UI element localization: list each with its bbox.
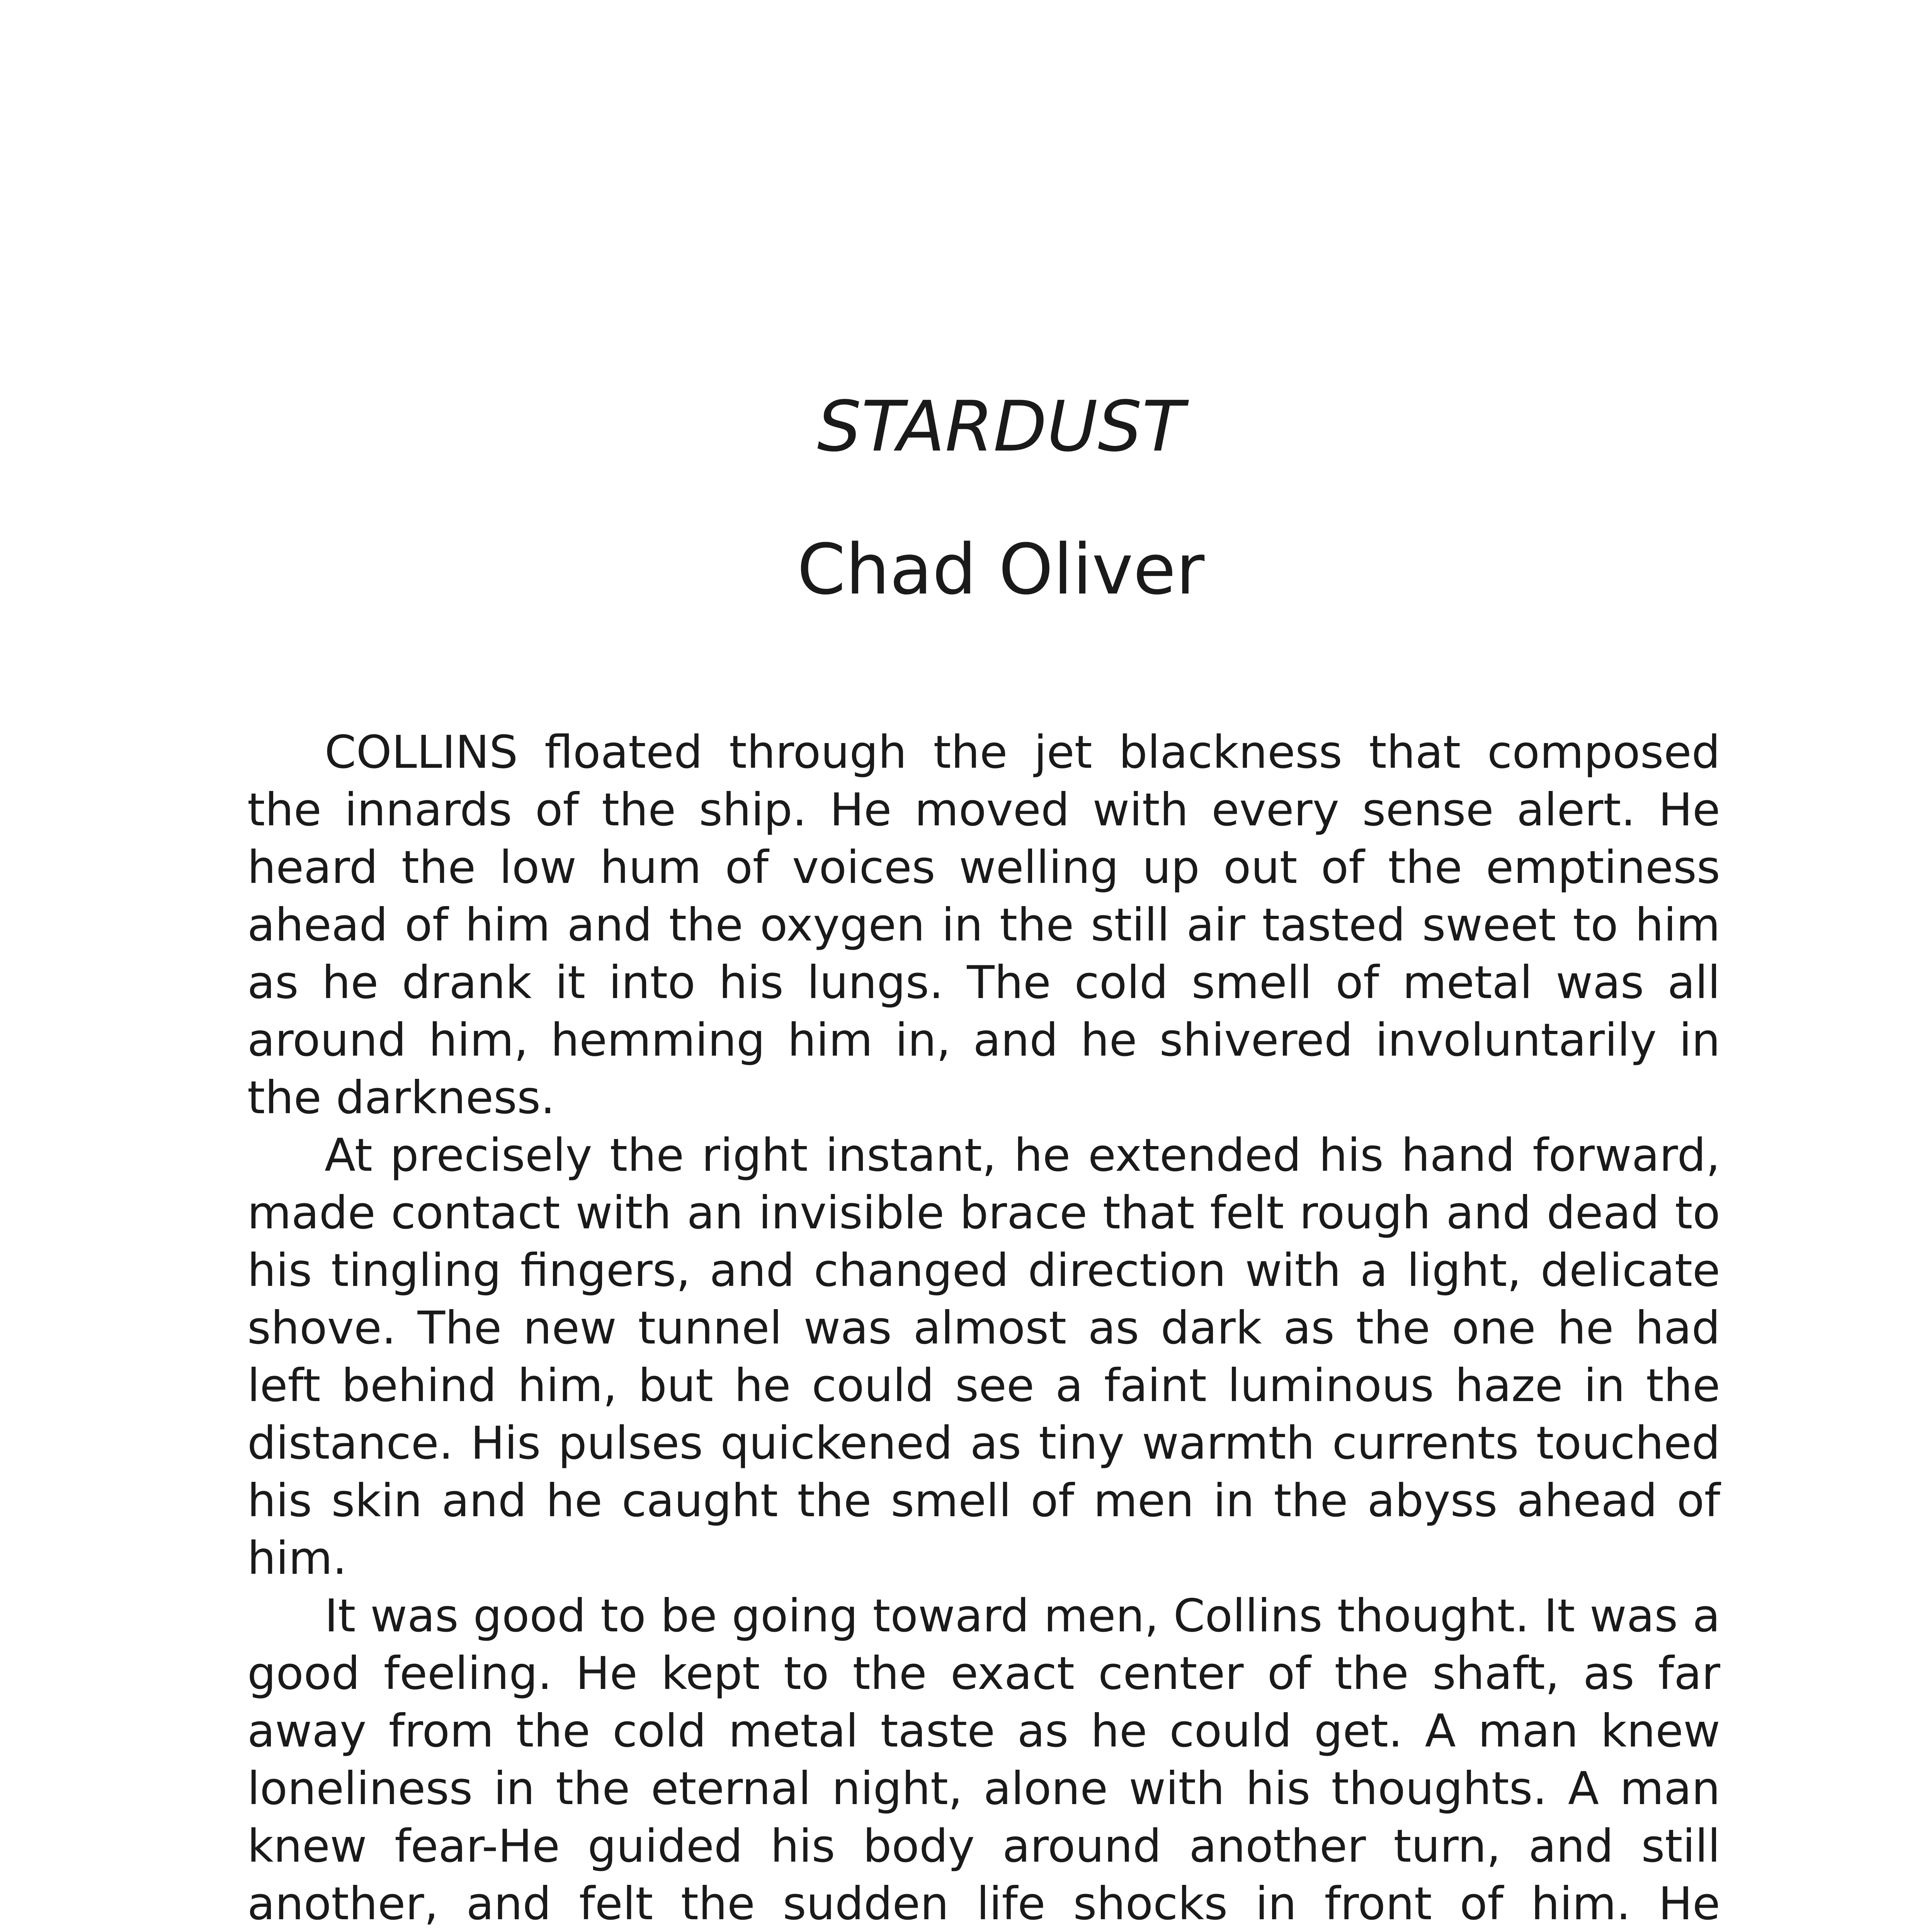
paragraph-1: COLLINS floated through the jet blackness that composed the innards of the ship. He moved with every sense alert. He heard the low hum of voices welling up out of the emptiness ahead of him and the oxygen in the still air tasted sweet to him as he drank it into his lungs. The cold smell of metal was all around him, hemming him in, and he shivered involuntarily in the darkness. [247, 726, 1720, 1124]
author-name: Chad Oliver [797, 529, 1205, 610]
paragraph-2: At precisely the right instant, he extended his hand forward, made contact with an invisible brace that felt rough and dead to his tingling fingers, and changed direction with a light, delicate shove. The new tunnel was almost as dark as the one he had left behind him, but he could see a faint luminous haze in the distance. His pulses quickened as tiny warmth currents touched his skin and he caught the smell of men in the abyss ahead of him. [247, 1129, 1720, 1585]
paragraph-3: It was good to be going toward men, Collins thought. It was a good feeling. He kept to the exact center of the shaft, as far away from the cold metal taste as he could get. A man knew loneliness in the eternal night, alone with his thoughts. A man knew fear-He guided his body around another turn, and still another, and felt the sudden life shocks in front of him. He [247, 1589, 1720, 1930]
story-title: STARDUST [817, 386, 1185, 467]
story-body [247, 723, 1720, 1932]
